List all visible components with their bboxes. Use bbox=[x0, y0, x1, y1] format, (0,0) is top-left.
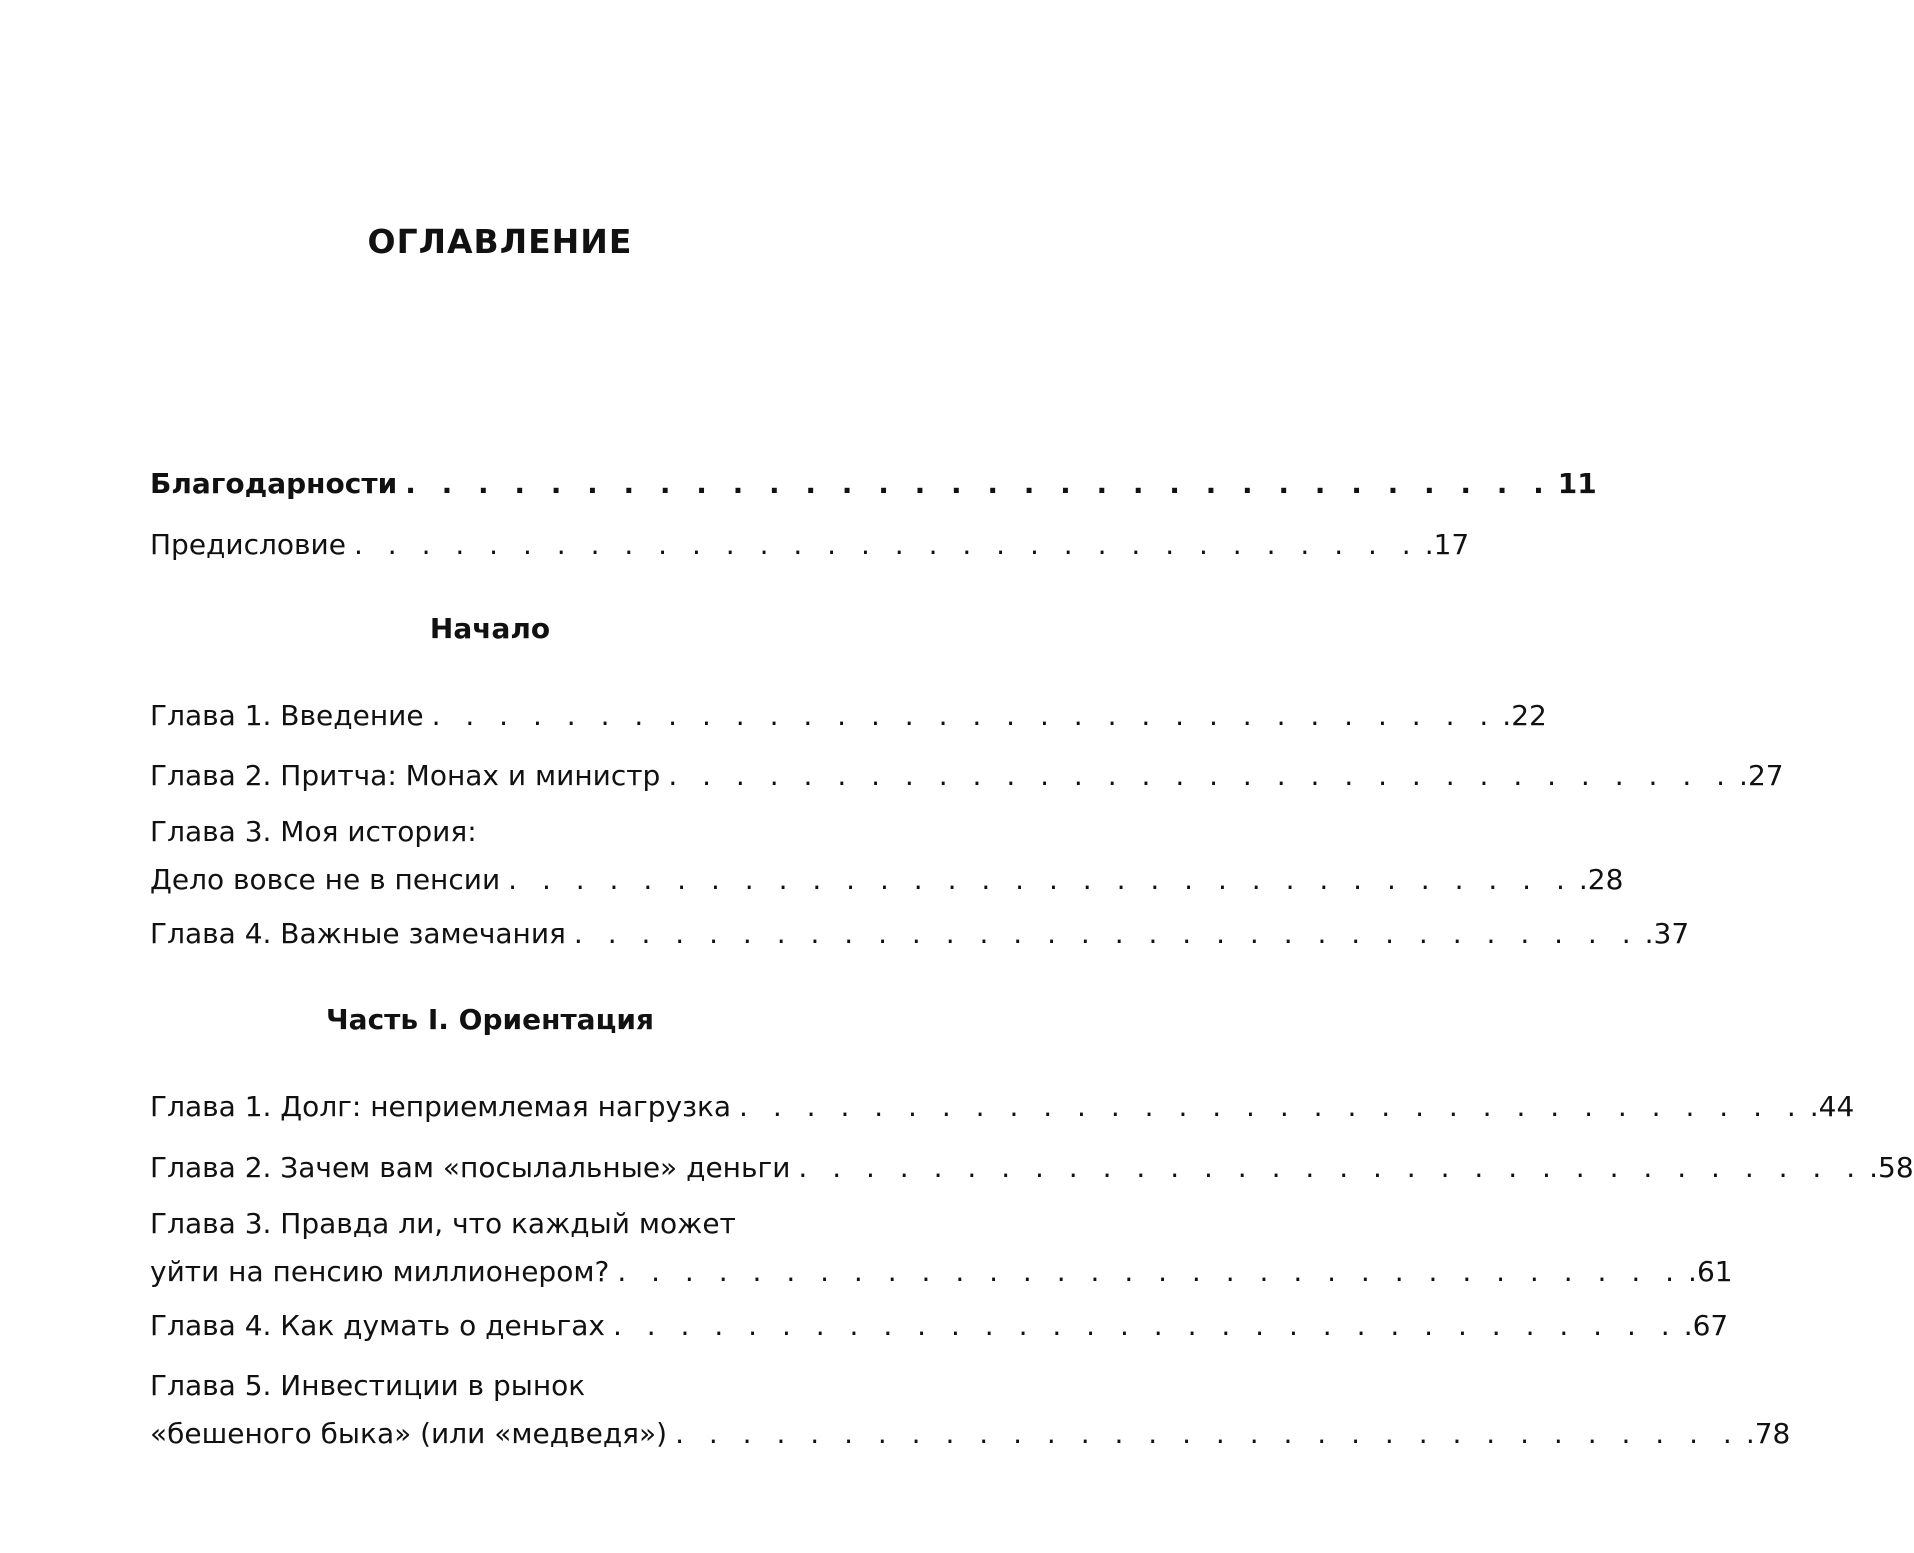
section-title: Начало bbox=[429, 612, 551, 645]
section-title: Часть I. Ориентация bbox=[326, 1003, 654, 1036]
leader-dots: . . . . . . . . . . . . . . . . . . . . . . . . . . . . . . . . bbox=[431, 699, 1497, 732]
toc-entry[interactable] bbox=[150, 1362, 1791, 1458]
toc-entry[interactable] bbox=[150, 752, 1784, 800]
leader-dots: . . . . . . . . . . . . . . . . . . . . . . . . . . . . . . . . bbox=[668, 759, 1734, 792]
toc-entry-label: Глава 3. Моя история: bbox=[150, 815, 477, 848]
toc-page-number: .78 bbox=[1745, 1417, 1791, 1450]
toc-page-number: .28 bbox=[1578, 863, 1624, 896]
toc-page-number: .58 bbox=[1869, 1151, 1914, 1184]
toc-entry-preface[interactable] bbox=[150, 521, 1470, 569]
leader-dots: . . . . . . . . . . . . . . . . . . . . . . . . . . . . . . . . bbox=[739, 1090, 1804, 1123]
toc-entry[interactable] bbox=[150, 1200, 1733, 1296]
leader-dots: . . . . . . . . . . . . . . . . . . . . . . . . . . . . . . . . bbox=[508, 863, 1573, 896]
leader-dots: . . . . . . . . . . . . . . . . . . . . . . . . . . . . . . . . bbox=[617, 1255, 1683, 1288]
toc-entry[interactable] bbox=[150, 910, 1690, 958]
toc-entry-label: Благодарности bbox=[150, 467, 398, 500]
toc-entry-label: Предисловие bbox=[150, 528, 346, 561]
toc-entry[interactable] bbox=[150, 1144, 1914, 1192]
toc-entry-label: Глава 4. Важные замечания bbox=[150, 917, 566, 950]
toc-entry[interactable] bbox=[150, 1302, 1729, 1350]
toc-entry-label: Глава 3. Правда ли, что каждый может bbox=[150, 1207, 736, 1240]
leader-dots: . . . . . . . . . . . . . . . . . . . . . . . . . . . . . . . . bbox=[353, 528, 1419, 561]
toc-entry-label: Глава 5. Инвестиции в рынок bbox=[150, 1369, 586, 1402]
toc-page-number: 11 bbox=[1557, 467, 1597, 500]
toc-entry-label: Глава 1. Долг: неприемлемая нагрузка bbox=[150, 1090, 732, 1123]
leader-dots: . . . . . . . . . . . . . . . . . . . . . . . . . . . . . . . . bbox=[573, 917, 1639, 950]
toc-entry-label: Глава 1. Введение bbox=[150, 699, 424, 732]
leader-dots: . . . . . . . . . . . . . . . . . . . . . . . . . . . . . . . . bbox=[798, 1151, 1864, 1184]
toc-page-number: .37 bbox=[1644, 917, 1690, 950]
toc-page-number: .17 bbox=[1424, 528, 1470, 561]
toc-page-number: .61 bbox=[1688, 1255, 1733, 1288]
leader-dots: . . . . . . . . . . . . . . . . . . . . . . . . . . . . . . . . bbox=[612, 1309, 1678, 1342]
toc-page-number: .44 bbox=[1809, 1090, 1855, 1123]
toc-entry[interactable] bbox=[150, 1083, 1855, 1131]
toc-entry-label: «бешеного быка» (или «медведя») bbox=[150, 1417, 668, 1450]
toc-entry-label: Дело вовсе не в пенсии bbox=[150, 863, 501, 896]
toc-entry[interactable] bbox=[150, 692, 1547, 740]
toc-entry[interactable] bbox=[150, 808, 1624, 904]
page-title: ОГЛАВЛЕНИЕ bbox=[367, 222, 633, 261]
leader-dots: . . . . . . . . . . . . . . . . . . . . . . . . . . . . . . . . bbox=[675, 1417, 1740, 1450]
toc-entry-label: уйти на пенсию миллионером? bbox=[150, 1255, 610, 1288]
toc-entry-label: Глава 2. Притча: Монах и министр bbox=[150, 759, 661, 792]
toc-page-number: .27 bbox=[1739, 759, 1784, 792]
toc-page-number: .22 bbox=[1502, 699, 1547, 732]
toc-page-number: .67 bbox=[1683, 1309, 1729, 1342]
toc-entry-label: Глава 2. Зачем вам «посылальные» деньги bbox=[150, 1151, 791, 1184]
toc-entry-label: Глава 4. Как думать о деньгах bbox=[150, 1309, 605, 1342]
leader-dots: . . . . . . . . . . . . . . . . . . . . . . . . . . . . . . . . bbox=[405, 467, 1552, 500]
toc-entry-acknowledgements[interactable] bbox=[150, 460, 1597, 508]
